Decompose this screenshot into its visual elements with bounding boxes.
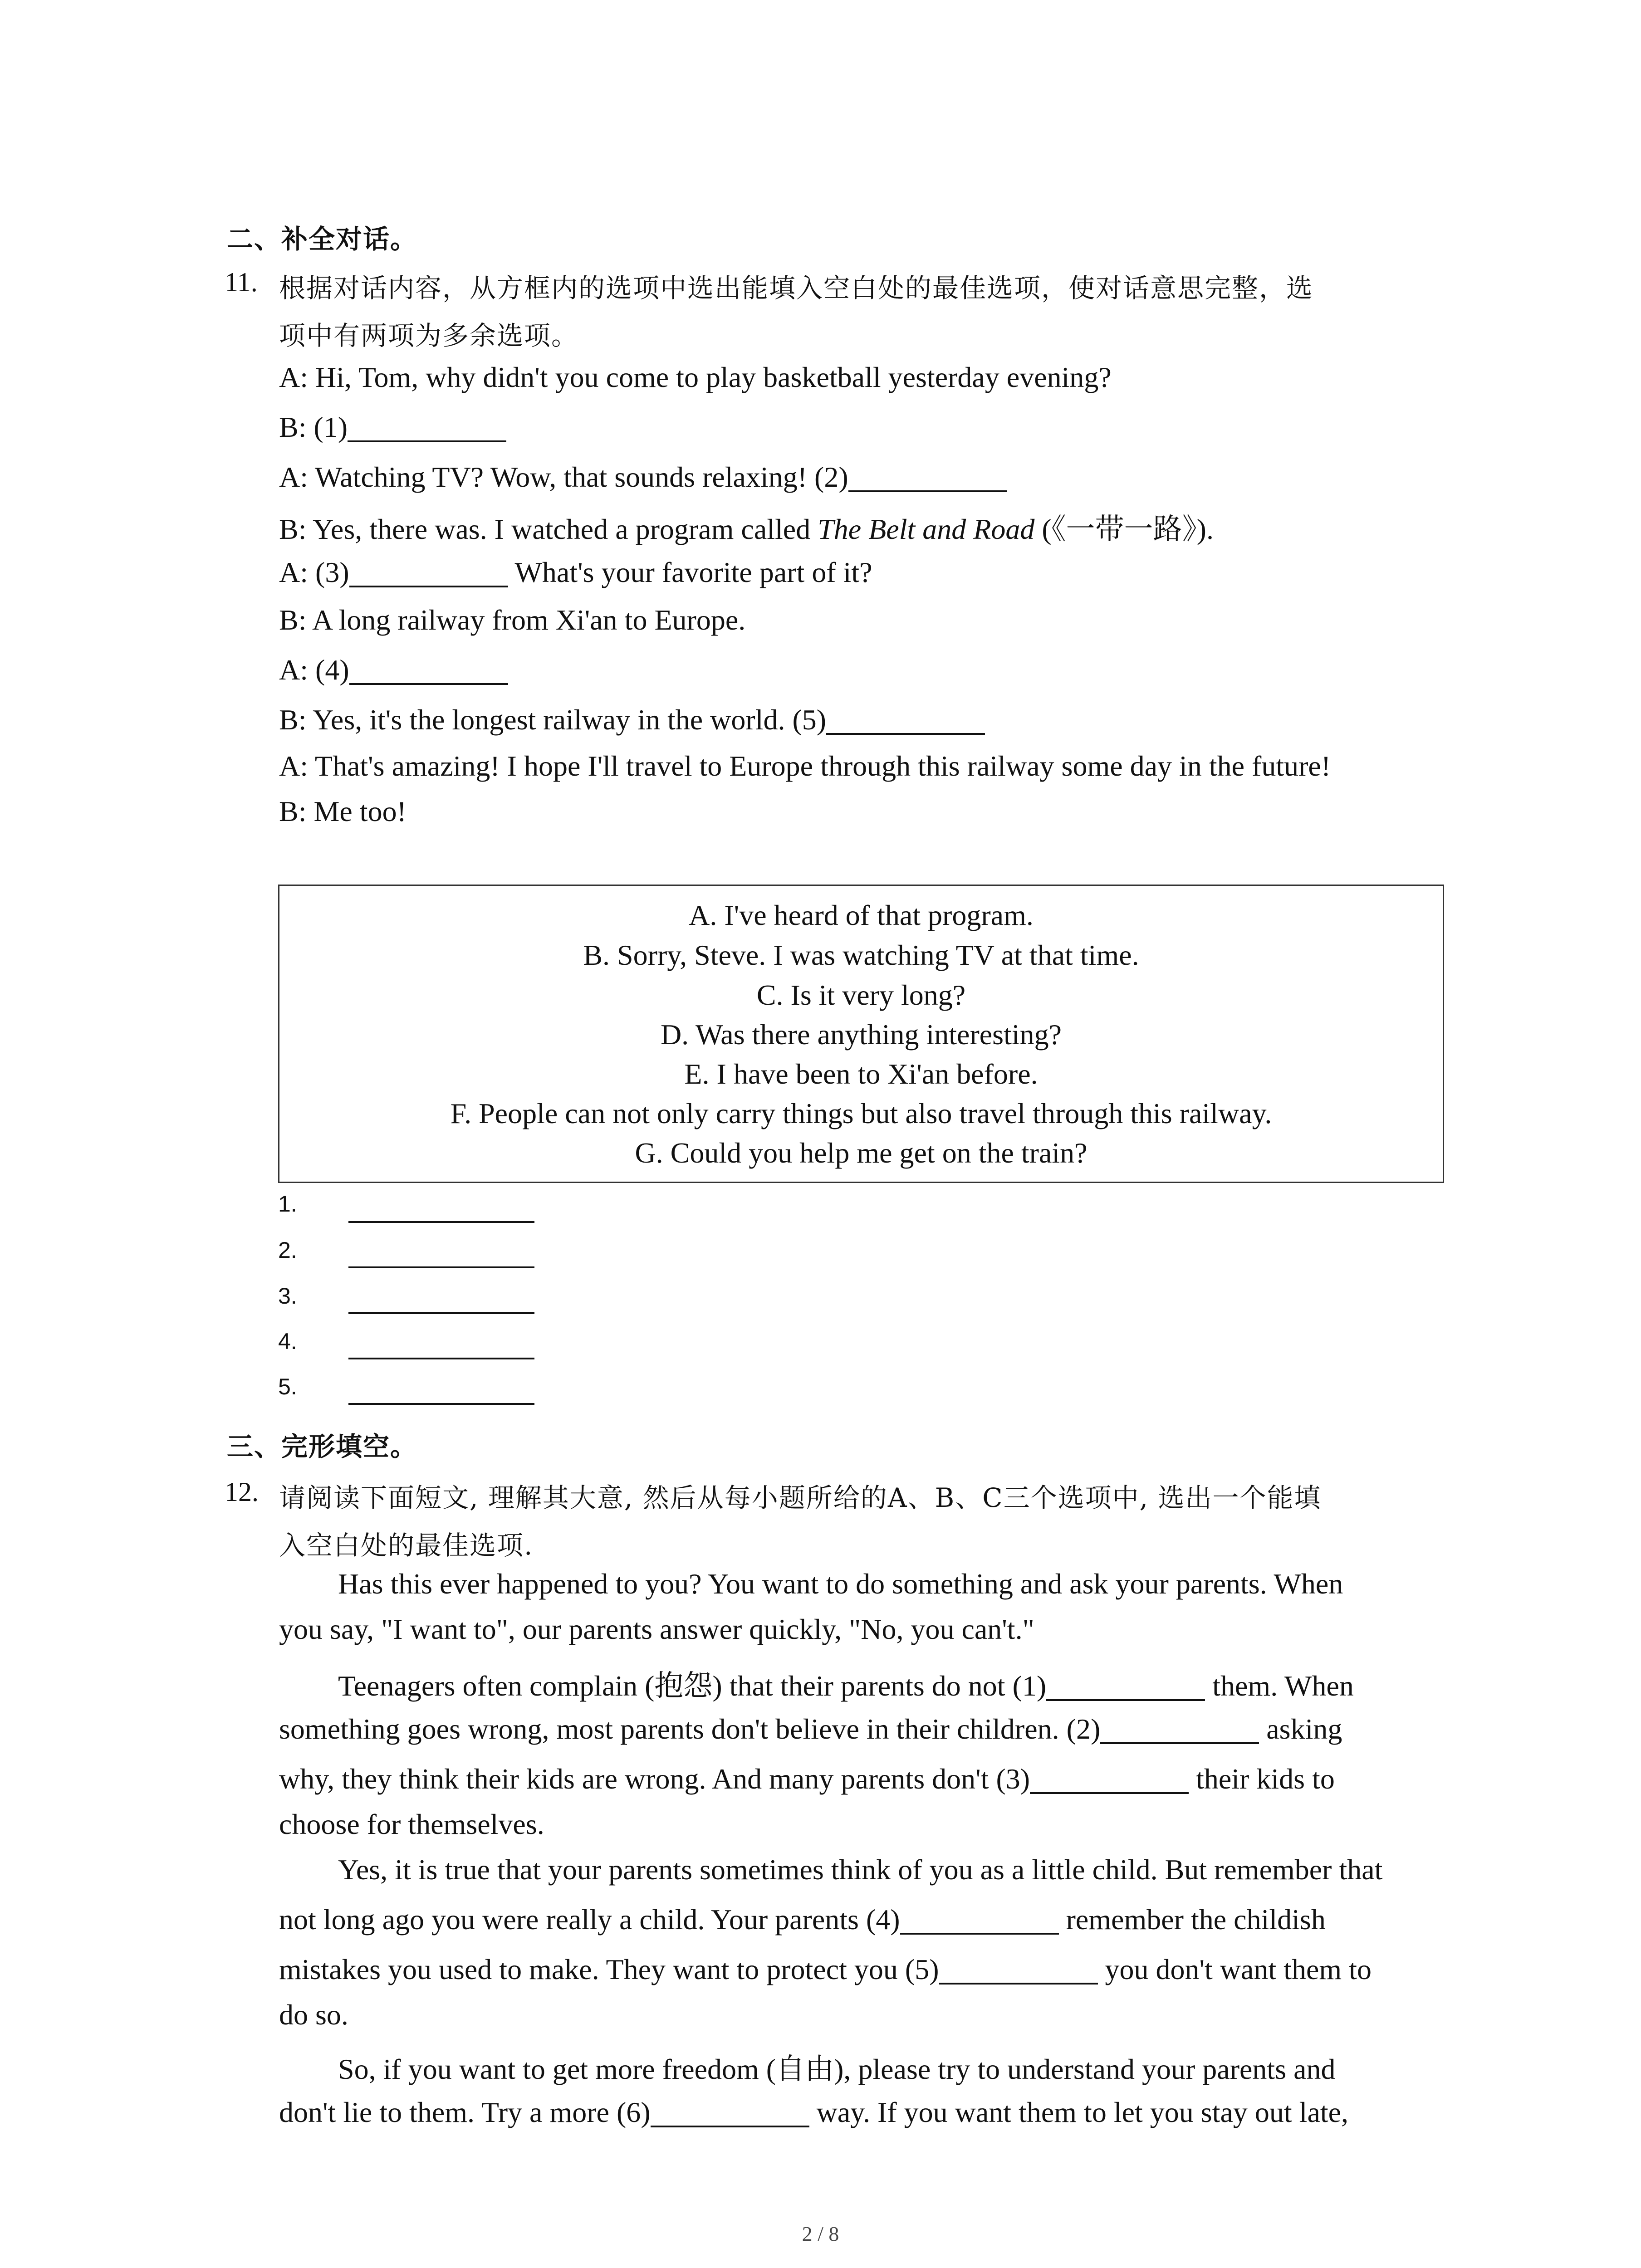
dialogue-text: What's your favorite part of it?: [508, 556, 872, 588]
dialogue-line-2: [279, 411, 506, 444]
q12-instruction-line2: 入空白处的最佳选项.: [279, 1530, 534, 1561]
dialogue-line-4: [279, 506, 1214, 547]
passage-text: why, they think their kids are wrong. And many parents don't (3): [279, 1763, 1030, 1795]
blank-4: [349, 655, 508, 685]
q11-instruction-line2: 项中有两项为多余选项。: [279, 320, 579, 351]
passage-p2-line3: [279, 1762, 1335, 1796]
question-number-11: 11.: [225, 267, 258, 297]
dialogue-line-6: B: A long railway from Xi'an to Europe.: [279, 604, 746, 636]
passage-text: their kids to: [1189, 1763, 1335, 1795]
dialogue-line-10: B: Me too!: [279, 795, 407, 827]
section-heading-2: 二、补全对话。: [227, 224, 418, 254]
passage-p3-line4: do so.: [279, 1999, 348, 2031]
answer-line-1[interactable]: [348, 1221, 534, 1223]
passage-p2-line4: choose for themselves.: [279, 1808, 544, 1840]
passage-p1-line2: you say, "I want to", our parents answer quickly, "No, you can't.": [279, 1613, 1034, 1645]
option-b: B. Sorry, Steve. I was watching TV at that time.: [583, 939, 1139, 971]
dialogue-line-1: A: Hi, Tom, why didn't you come to play basketball yesterday evening?: [279, 361, 1112, 393]
option-c: C. Is it very long?: [756, 979, 966, 1011]
blank-5: [826, 705, 985, 735]
option-d: D. Was there anything interesting?: [660, 1018, 1062, 1051]
answer-label-2: 2.: [278, 1237, 297, 1263]
answer-line-4[interactable]: [348, 1358, 534, 1359]
answer-line-3[interactable]: [348, 1312, 534, 1314]
passage-p1-line1: Has this ever happened to you? You want to do something and ask your parents. When: [338, 1568, 1343, 1600]
passage-text: remember the childish: [1058, 1903, 1326, 1936]
dialogue-text: A: Watching TV? Wow, that sounds relaxing! (2): [279, 461, 848, 493]
cloze-blank-3: [1030, 1764, 1189, 1794]
dialogue-line-8: [279, 703, 985, 737]
question-number-12: 12.: [225, 1477, 259, 1507]
answer-label-3: 3.: [278, 1283, 297, 1309]
answer-label-1: 1.: [278, 1191, 297, 1217]
passage-text: don't lie to them. Try a more (6): [279, 2096, 651, 2128]
passage-text: Teenagers often complain (抱怨) that their parents do not (1): [338, 1670, 1047, 1702]
passage-text: mistakes you used to make. They want to protect you (5): [279, 1953, 939, 1985]
passage-p3-line3: [279, 1953, 1372, 1986]
passage-text: not long ago you were really a child. Your parents (4): [279, 1903, 900, 1936]
answer-label-4: 4.: [278, 1329, 297, 1354]
cloze-blank-1: [1046, 1671, 1205, 1701]
passage-p4-line1: So, if you want to get more freedom (自由), please try to understand your parents and: [338, 2053, 1336, 2085]
option-a: A. I've heard of that program.: [689, 899, 1034, 931]
page-number: 2 / 8: [802, 2222, 839, 2245]
section-heading-3: 三、完形填空。: [227, 1431, 418, 1462]
cloze-blank-4: [900, 1905, 1059, 1935]
option-f: F. People can not only carry things but also travel through this railway.: [450, 1097, 1272, 1129]
passage-p3-line2: [279, 1903, 1326, 1936]
blank-2: [848, 462, 1007, 492]
passage-p2-line1: [338, 1662, 1354, 1704]
passage-text: them. When: [1205, 1670, 1354, 1702]
passage-text: asking: [1259, 1713, 1342, 1745]
cloze-blank-6: [651, 2097, 809, 2127]
option-e: E. I have been to Xi'an before.: [684, 1058, 1038, 1090]
cloze-blank-2: [1100, 1714, 1259, 1744]
passage-text: something goes wrong, most parents don't believe in their children. (2): [279, 1713, 1101, 1745]
dialogue-text: B: Yes, there was. I watched a program called: [279, 513, 818, 545]
dialogue-text: A: (4): [279, 654, 349, 686]
answer-line-2[interactable]: [348, 1266, 534, 1268]
cloze-blank-5: [939, 1955, 1098, 1984]
passage-text: way. If you want them to let you stay out late,: [809, 2096, 1349, 2128]
dialogue-text: A: (3): [279, 556, 349, 588]
q12-instruction-line1: 请阅读下面短文, 理解其大意, 然后从每小题所给的A、B、C三个选项中, 选出一个能填: [279, 1482, 1322, 1513]
dialogue-text: B: Yes, it's the longest railway in the world. (5): [279, 704, 827, 736]
option-g: G. Could you help me get on the train?: [635, 1137, 1087, 1169]
passage-p3-line1: Yes, it is true that your parents sometimes think of you as a little child. But remember that: [338, 1853, 1383, 1886]
program-title: The Belt and Road: [818, 513, 1035, 545]
answer-label-5: 5.: [278, 1374, 297, 1399]
q11-instruction-line1: 根据对话内容，从方框内的选项中选出能填入空白处的最佳选项，使对话意思完整，选: [279, 273, 1314, 303]
dialogue-line-5: [279, 556, 872, 589]
answer-line-5[interactable]: [348, 1403, 534, 1405]
blank-3: [349, 557, 508, 587]
dialogue-line-7: [279, 653, 508, 687]
blank-1: [348, 412, 506, 442]
passage-p2-line2: [279, 1712, 1342, 1746]
dialogue-text: (《一带一路》).: [1034, 513, 1214, 545]
dialogue-line-9: A: That's amazing! I hope I'll travel to Europe through this railway some day in the future!: [279, 750, 1331, 782]
dialogue-line-3: [279, 460, 1007, 494]
passage-text: you don't want them to: [1097, 1953, 1372, 1985]
passage-p4-line2: [279, 2096, 1348, 2129]
options-box: [278, 885, 1444, 1183]
dialogue-text: B: (1): [279, 411, 348, 443]
